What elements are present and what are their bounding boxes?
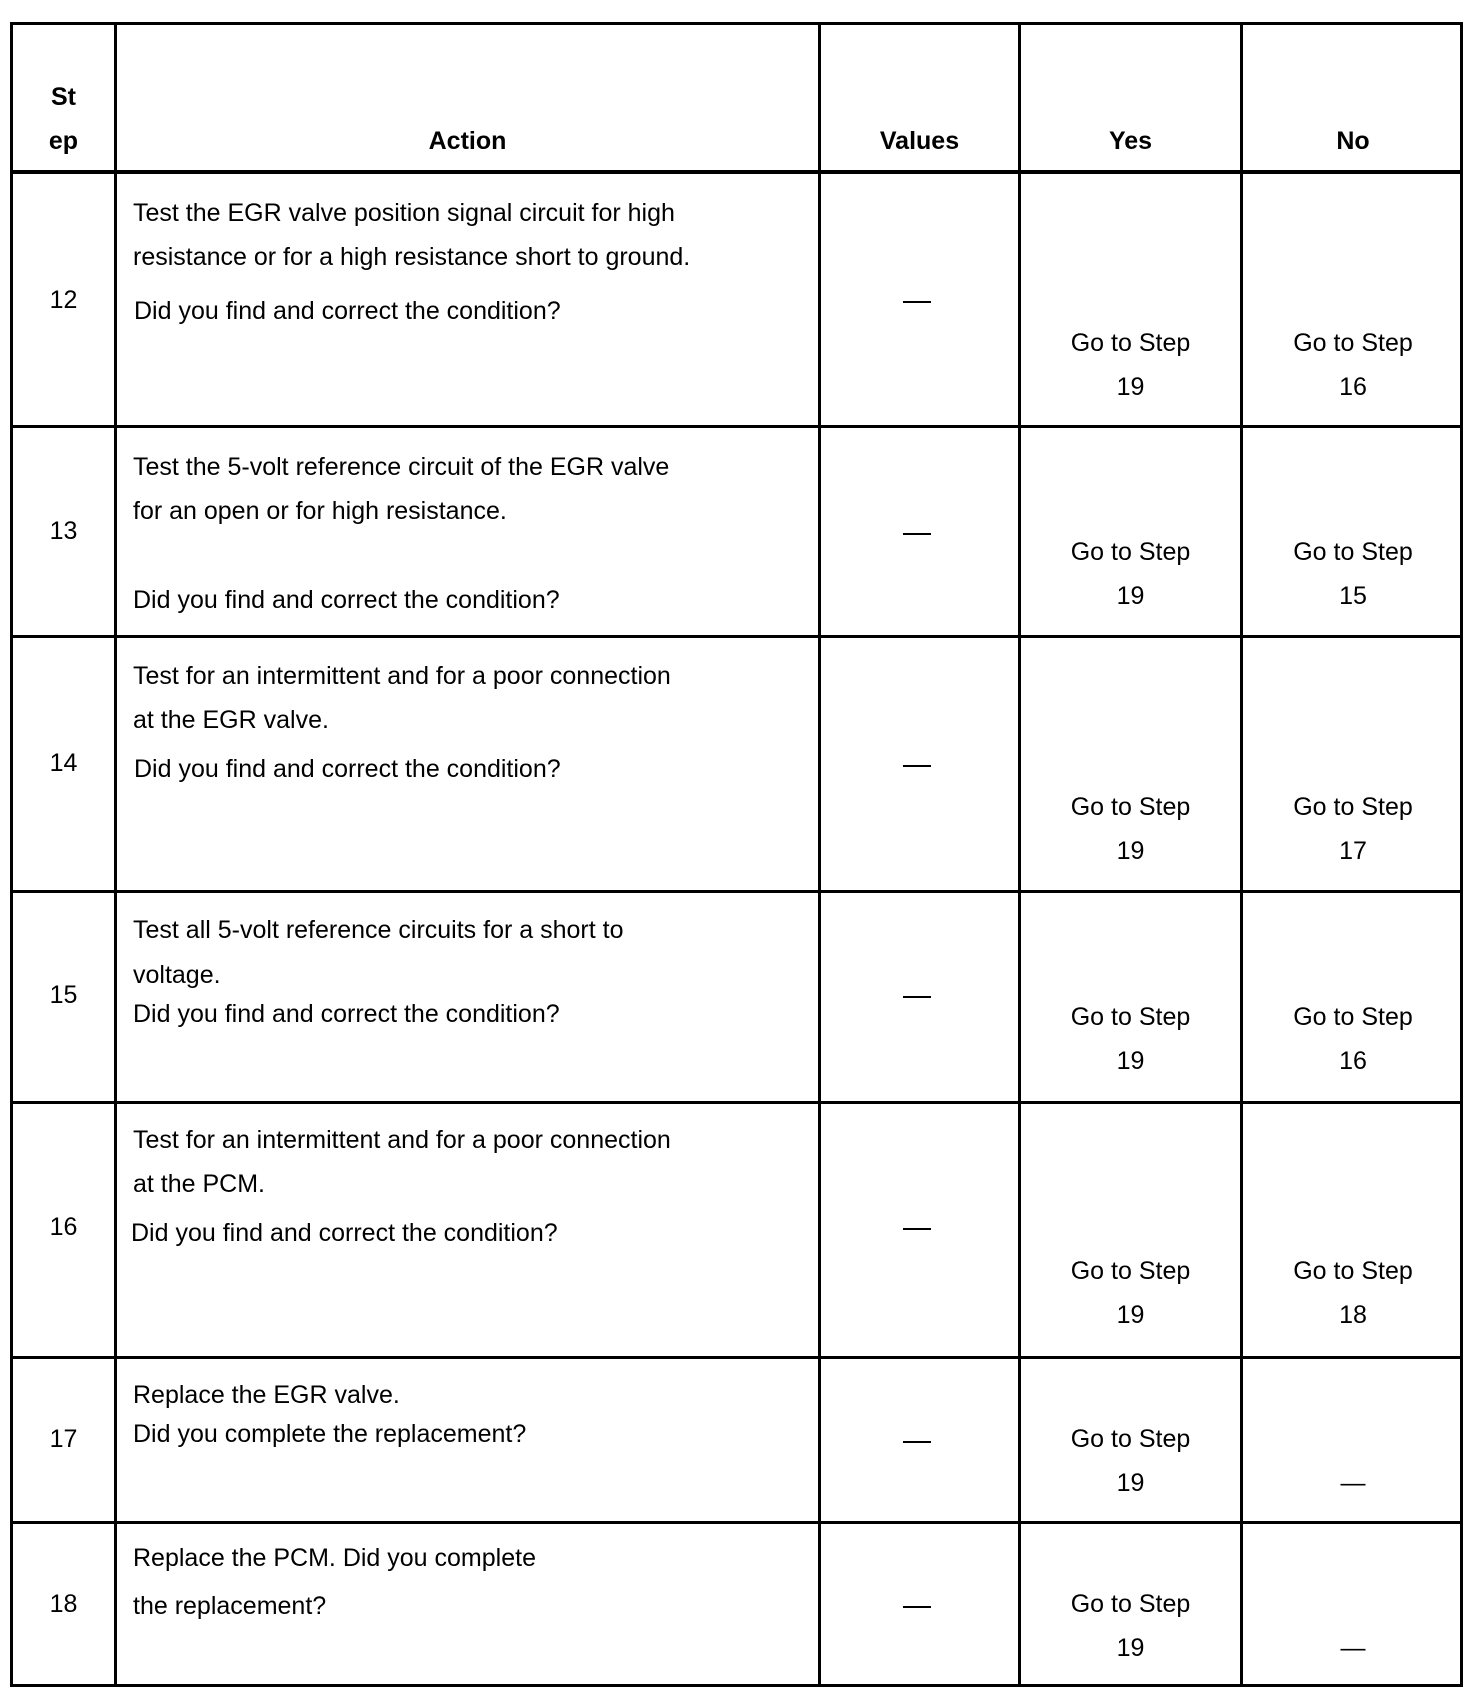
- action-line: Did you find and correct the condition?: [134, 755, 561, 783]
- yes-goto-step: Go to Step 19: [1070, 1003, 1191, 1075]
- header-yes: Yes: [1108, 127, 1153, 155]
- yes-goto-step: Go to Step 19: [1070, 1590, 1191, 1662]
- yes-goto-step: Go to Step 19: [1070, 538, 1191, 610]
- diagnostic-table: [10, 22, 1463, 1687]
- yes-goto-step: Go to Step 19: [1070, 793, 1191, 865]
- action-line: resistance or for a high resistance short to ground.: [133, 243, 691, 271]
- values-dash: [903, 1606, 931, 1608]
- no-goto-step: Go to Step 16: [1293, 1003, 1413, 1075]
- values-dash: [903, 1228, 931, 1230]
- row-divider: [13, 170, 1460, 174]
- action-line: Test the 5-volt reference circuit of the EGR valve: [133, 453, 670, 481]
- values-dash: [903, 996, 931, 998]
- step-number: 17: [49, 1425, 78, 1453]
- yes-goto-step: Go to Step 19: [1070, 329, 1191, 401]
- action-line: Replace the EGR valve.: [133, 1381, 400, 1409]
- action-line: Test for an intermittent and for a poor connection: [133, 1126, 671, 1154]
- row-divider: [13, 425, 1460, 428]
- no-goto-step: Go to Step 17: [1293, 793, 1413, 865]
- step-number: 14: [49, 749, 78, 777]
- no-value: —: [1340, 1634, 1366, 1662]
- action-line: Test the EGR valve position signal circuit for high: [133, 199, 675, 227]
- header-step: St ep: [48, 83, 79, 155]
- action-line: Replace the PCM. Did you complete: [133, 1544, 536, 1572]
- values-dash: [903, 533, 931, 535]
- no-goto-step: Go to Step 18: [1293, 1257, 1413, 1329]
- row-divider: [13, 1521, 1460, 1524]
- step-number: 15: [49, 981, 78, 1009]
- action-line: Test for an intermittent and for a poor connection: [133, 662, 671, 690]
- step-number: 18: [49, 1590, 78, 1618]
- row-divider: [13, 1101, 1460, 1104]
- action-line: at the PCM.: [133, 1170, 265, 1198]
- action-line: for an open or for high resistance.: [133, 497, 507, 525]
- action-line: Did you find and correct the condition?: [134, 297, 561, 325]
- action-line: the replacement?: [133, 1592, 327, 1620]
- col-divider: [114, 25, 117, 1684]
- col-divider: [818, 25, 821, 1684]
- values-dash: [903, 1441, 931, 1443]
- action-line: Test all 5-volt reference circuits for a short to: [133, 916, 624, 944]
- step-number: 13: [49, 517, 78, 545]
- no-value: —: [1340, 1469, 1366, 1497]
- step-number: 12: [49, 286, 78, 314]
- values-dash: [903, 301, 931, 303]
- header-no: No: [1336, 127, 1370, 155]
- action-line: Did you find and correct the condition?: [133, 1000, 560, 1028]
- no-goto-step: Go to Step 16: [1293, 329, 1413, 401]
- action-line: at the EGR valve.: [133, 706, 329, 734]
- action-line: Did you complete the replacement?: [133, 1420, 527, 1448]
- no-goto-step: Go to Step 15: [1293, 538, 1413, 610]
- action-line: voltage.: [133, 961, 221, 989]
- action-line: Did you find and correct the condition?: [131, 1219, 558, 1247]
- row-divider: [13, 1356, 1460, 1359]
- row-divider: [13, 635, 1460, 638]
- header-values: Values: [879, 127, 960, 155]
- yes-goto-step: Go to Step 19: [1070, 1257, 1191, 1329]
- yes-goto-step: Go to Step 19: [1070, 1425, 1191, 1497]
- header-action: Action: [428, 127, 507, 155]
- row-divider: [13, 890, 1460, 893]
- values-dash: [903, 765, 931, 767]
- action-line: Did you find and correct the condition?: [133, 586, 560, 614]
- step-number: 16: [49, 1213, 78, 1241]
